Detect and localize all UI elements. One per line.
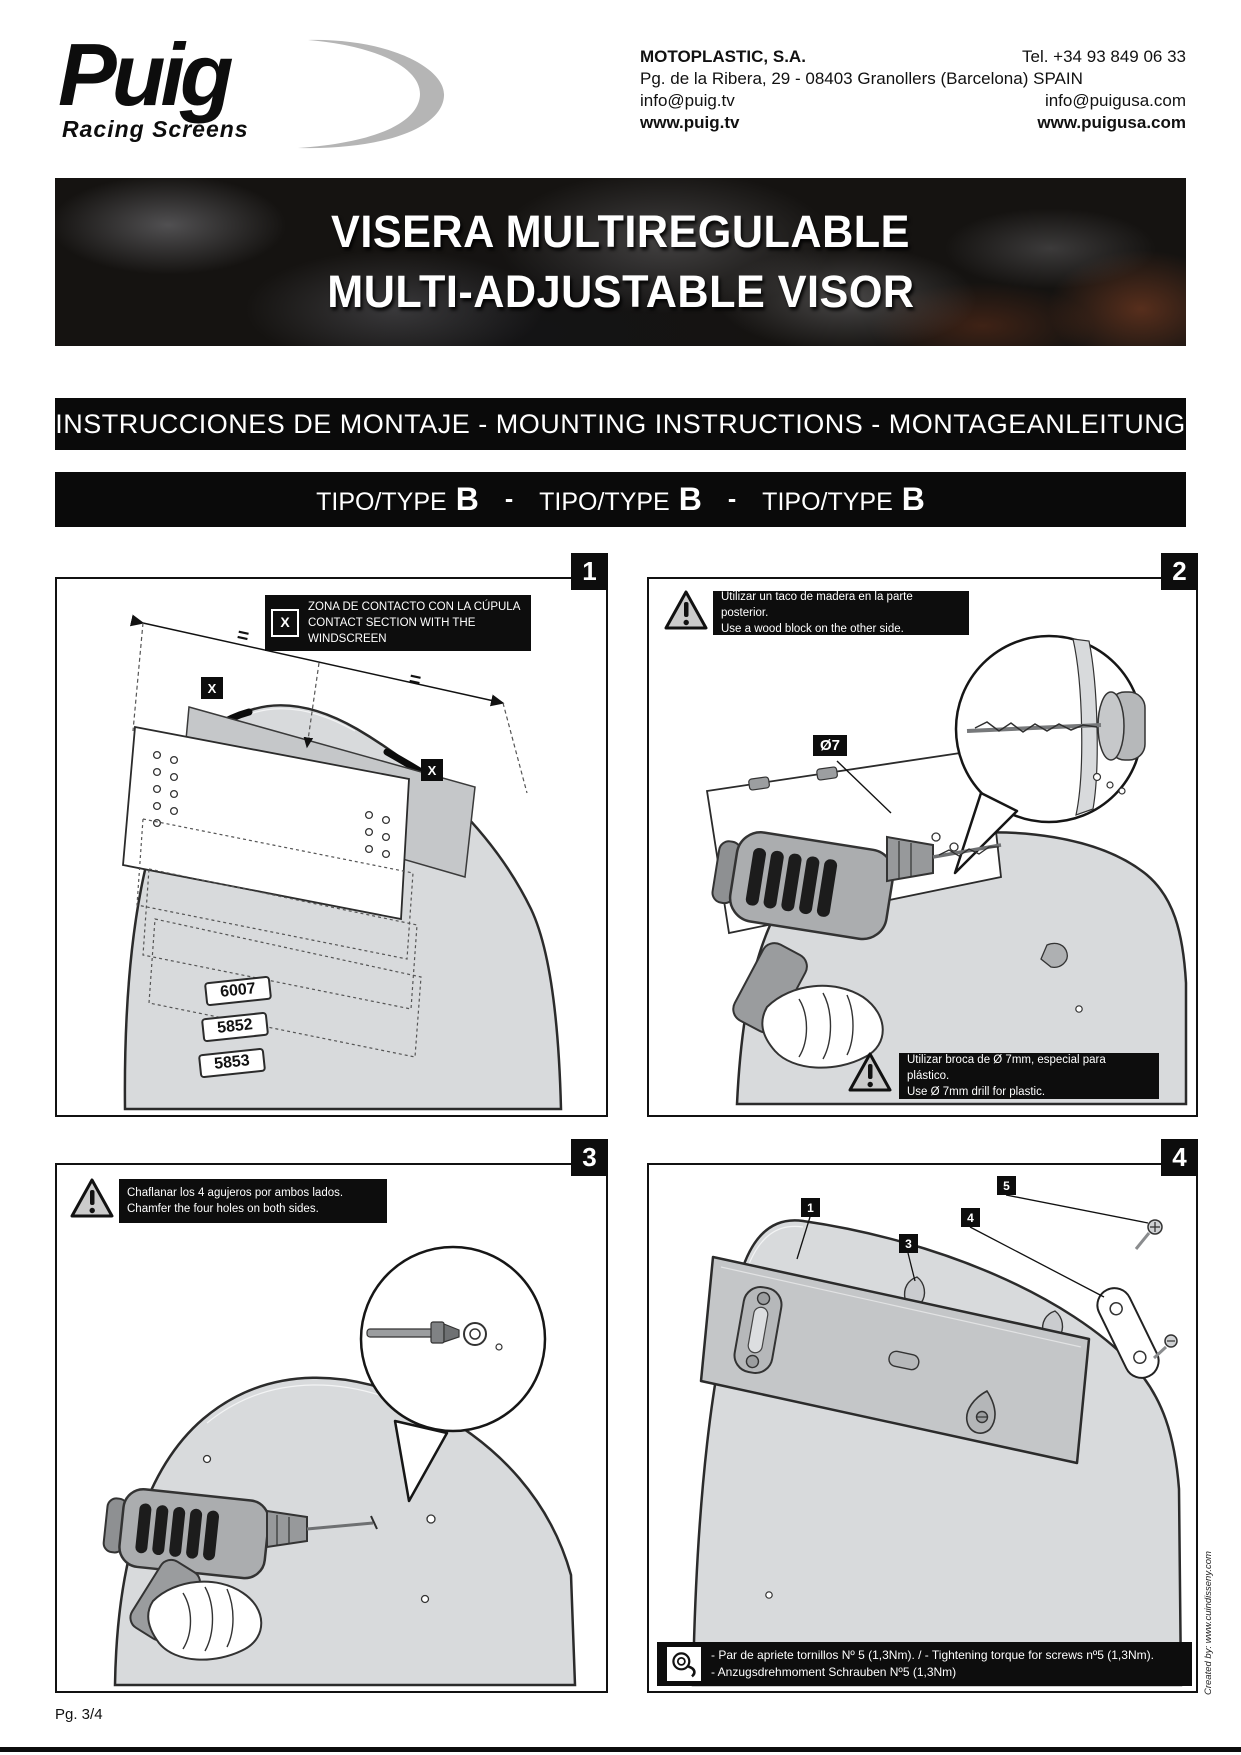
drill-diameter-label: Ø7 <box>813 735 847 756</box>
step-4-panel <box>647 1163 1198 1693</box>
screw <box>1154 1335 1177 1358</box>
step-1-panel <box>55 577 608 1117</box>
instructions-bar <box>55 398 1186 450</box>
step-3-illustration <box>57 1165 606 1691</box>
type-item: TIPO/TYPE B <box>316 481 479 517</box>
type-item: TIPO/TYPE B <box>762 481 925 517</box>
step-1-badge: 1 <box>571 553 608 590</box>
brand-tagline: Racing Screens <box>62 116 249 142</box>
part-number-5853: 5853 <box>198 1048 266 1079</box>
warning-wood-block: Utilizar un taco de madera en la parte posterior. Use a wood block on the other side. <box>713 591 969 635</box>
x-marker-icon: X <box>421 759 443 781</box>
step-3-badge: 3 <box>571 1139 608 1176</box>
title-banner <box>55 178 1186 346</box>
warning-chamfer: Chaflanar los 4 agujeros por ambos lados. Chamfer the four holes on both sides. <box>119 1179 387 1223</box>
brand-wordmark: Puig <box>58 25 229 124</box>
instructions-text: INSTRUCCIONES DE MONTAJE - MOUNTING INSTRUCTIONS - MONTAGEANLEITUNG <box>55 408 1186 439</box>
step-3-panel <box>55 1163 608 1693</box>
type-item: TIPO/TYPE B <box>539 481 702 517</box>
contact-zone-label <box>265 595 531 651</box>
company-address: Pg. de la Ribera, 29 - 08403 Granollers (Barcelona) SPAIN <box>640 69 1083 88</box>
type-bar <box>55 472 1186 527</box>
screw-icon <box>667 1647 701 1681</box>
puig-logo <box>58 25 468 156</box>
x-marker-icon: X <box>201 677 223 699</box>
step-2-badge: 2 <box>1161 553 1198 590</box>
part-badge-3: 3 <box>899 1234 918 1253</box>
title-line-es: VISERA MULTIREGULABLE <box>331 206 910 257</box>
step-4-illustration <box>649 1165 1196 1691</box>
type-separator: - <box>504 485 514 513</box>
page-number: Pg. 3/4 <box>55 1706 103 1723</box>
title-line-en: MULTI-ADJUSTABLE VISOR <box>326 266 915 317</box>
company-web-es: www.puig.tv <box>640 113 740 132</box>
torque-note: - Par de apriete tornillos Nº 5 (1,3Nm). / - Tightening torque for screws nº5 (1,3Nm). - Anzugsdrehmoment Schrauben Nº5 (1,3Nm) <box>657 1642 1192 1686</box>
step-2-panel <box>647 577 1198 1117</box>
company-info <box>640 46 1186 134</box>
company-name: MOTOPLASTIC, S.A. <box>640 47 806 66</box>
contact-label-es: ZONA DE CONTACTO CON LA CÚPULA <box>308 601 521 613</box>
warning-icon <box>847 1051 893 1098</box>
part-badge-5: 5 <box>997 1176 1016 1195</box>
screw <box>1136 1220 1162 1249</box>
step-2-illustration <box>649 579 1196 1115</box>
company-email-es: info@puig.tv <box>640 91 735 110</box>
type-separator: - <box>727 485 737 513</box>
company-web-usa: www.puigusa.com <box>1037 113 1186 132</box>
credit-text: Created by: www.cuindisseny.com <box>1203 1551 1214 1695</box>
warning-drill-size: Utilizar broca de Ø 7mm, especial para plástico. Use Ø 7mm drill for plastic. <box>899 1053 1159 1099</box>
step-4-badge: 4 <box>1161 1139 1198 1176</box>
countersink-shaft <box>367 1329 435 1337</box>
hand-glove <box>148 1582 261 1660</box>
chamfered-hole <box>464 1323 486 1345</box>
bottom-rule <box>0 1747 1241 1752</box>
company-email-usa: info@puigusa.com <box>1044 91 1186 110</box>
part-badge-1: 1 <box>801 1198 820 1217</box>
contact-label-en: CONTACT SECTION WITH THE WINDSCREEN <box>308 617 476 646</box>
part-badge-4: 4 <box>961 1208 980 1227</box>
equal-symbol: = <box>234 624 251 648</box>
company-tel: Tel. +34 93 849 06 33 <box>1022 47 1186 66</box>
x-marker-icon: X <box>271 609 299 637</box>
equal-symbol: = <box>406 668 423 692</box>
step-1-illustration <box>57 579 606 1115</box>
part-number-5852: 5852 <box>201 1012 269 1043</box>
warning-icon <box>69 1177 115 1224</box>
part-number-6007: 6007 <box>204 976 272 1007</box>
logo-swoosh-icon <box>268 38 468 156</box>
warning-icon <box>663 589 709 636</box>
